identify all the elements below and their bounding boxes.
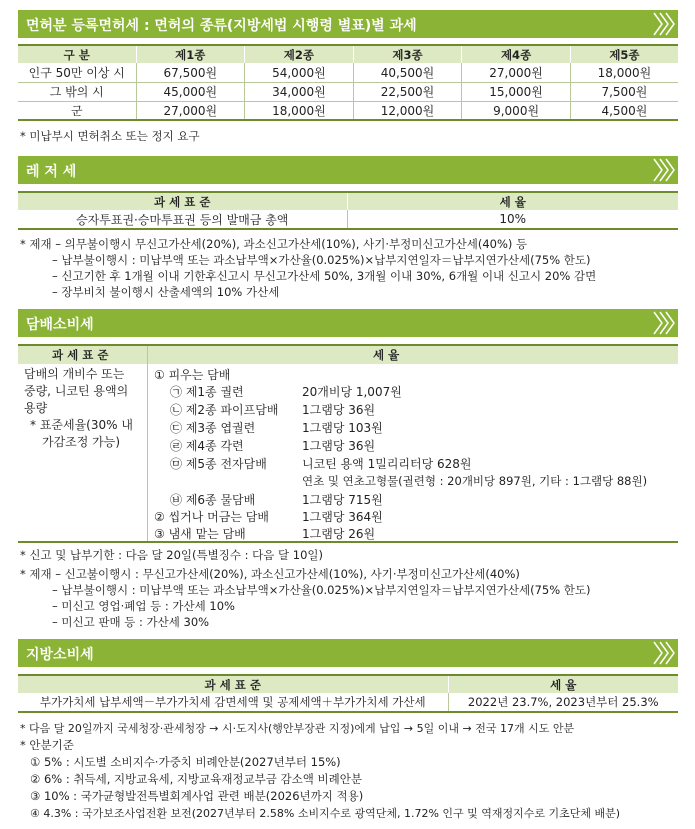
table-row bbox=[18, 63, 678, 82]
col-header: 세 율 bbox=[373, 348, 400, 362]
tobacco-item-name: ㉥ 제6종 물담배 bbox=[170, 493, 256, 507]
table-cell: 15,000원 bbox=[462, 82, 571, 101]
table-cell: 4,500원 bbox=[570, 101, 678, 120]
tobacco-item-name: ② 씹거나 머금는 담배 bbox=[154, 510, 269, 524]
section-banner-tobacco-tax bbox=[18, 309, 678, 337]
note-text: – 납부불이행시 : 미납부액 또는 과소납부액×가산율(0.025%)×납부지연일자＝납부지연가산세(75% 한도) bbox=[52, 253, 591, 267]
table-cell: 승자투표권·승마투표권 등의 발매금 총액 bbox=[18, 210, 347, 229]
table-cell: 인구 50만 이상 시 bbox=[18, 63, 136, 82]
col-header: 세 율 bbox=[347, 192, 678, 210]
tobacco-item-rate: 1그램당 715원 bbox=[302, 493, 383, 507]
table-cell: 10% bbox=[347, 210, 678, 229]
tax-base-line: 담배의 개비수 또는 bbox=[24, 367, 125, 381]
note-text: – 미신고 판매 등 : 가산세 30% bbox=[52, 615, 210, 629]
table-cell: 22,500원 bbox=[353, 82, 462, 101]
section-title: 면허분 등록면허세 : 면허의 종류(지방세법 시행령 별표)별 과세 bbox=[26, 18, 417, 34]
table-header bbox=[18, 346, 678, 364]
tobacco-item-name: ① 피우는 담배 bbox=[154, 368, 231, 382]
note-text: – 장부비치 불이행시 산출세액의 10% 가산세 bbox=[52, 285, 280, 299]
tobacco-item-name: ㉣ 제4종 각련 bbox=[170, 439, 244, 453]
local-consumption-tax-table bbox=[18, 674, 678, 713]
section-title: 지방소비세 bbox=[26, 647, 94, 663]
table-cell: 2022년 23.7%, 2023년부터 25.3% bbox=[448, 693, 678, 712]
section-banner-license-tax bbox=[18, 10, 678, 38]
license-tax-table bbox=[18, 44, 678, 121]
tobacco-item-rate: 1그램당 26원 bbox=[302, 527, 376, 541]
note-text: * 안분기준 bbox=[20, 738, 74, 752]
section-title: 레 저 세 bbox=[26, 164, 77, 180]
note-text: ② 6% : 취득세, 지방교육세, 지방교육재정교부금 감소액 비례안분 bbox=[30, 772, 362, 786]
tobacco-item-rate: 연초 및 연초고형물(궐련형 : 20개비당 897원, 기타 : 1그램당 88원) bbox=[302, 474, 648, 488]
chevron-right-icon bbox=[652, 309, 678, 337]
col-header: 과 세 표 준 bbox=[18, 192, 347, 210]
note-text: * 제재 – 신고불이행시 : 무신고가산세(20%), 과소신고가산세(10%), 사기·부정미신고가산세(40%) bbox=[20, 567, 520, 581]
section-banner-local-consumption-tax bbox=[18, 639, 678, 667]
tobacco-tax-table bbox=[18, 344, 678, 543]
table-cell: 67,500원 bbox=[136, 63, 245, 82]
section-banner-leisure-tax bbox=[18, 156, 678, 184]
table-row bbox=[18, 82, 678, 101]
table-cell: 54,000원 bbox=[245, 63, 354, 82]
table-cell: 18,000원 bbox=[570, 63, 678, 82]
table-cell: 그 밖의 시 bbox=[18, 82, 136, 101]
section-title: 담배소비세 bbox=[26, 317, 94, 333]
col-header: 제5종 bbox=[570, 45, 678, 63]
tobacco-item-rate: 20개비당 1,007원 bbox=[302, 385, 402, 399]
col-header: 과 세 표 준 bbox=[52, 348, 109, 362]
tobacco-item-name: ㉡ 제2종 파이프담배 bbox=[170, 403, 279, 417]
tax-base-cell bbox=[24, 366, 133, 451]
table-cell: 부가가치세 납부세액－부가가치세 감면세액 및 공제세액＋부가가치세 가산세 bbox=[18, 693, 448, 712]
leisure-tax-table bbox=[18, 191, 678, 230]
chevron-right-icon bbox=[652, 639, 678, 667]
note-text: ③ 10% : 국가균형발전특별회계사업 관련 배분(2026년까지 적용) bbox=[30, 789, 364, 803]
note-text: – 미신고 영업·폐업 등 : 가산세 10% bbox=[52, 599, 235, 613]
tobacco-item-rate: 니코틴 용액 1밀리리터당 628원 bbox=[302, 457, 472, 471]
tax-base-note: 가감조정 가능) bbox=[42, 435, 121, 449]
tobacco-item-name: ㉠ 제1종 궐련 bbox=[170, 385, 244, 399]
table-cell: 27,000원 bbox=[136, 101, 245, 120]
note-text: – 납부불이행시 : 미납부액 또는 과소납부액×가산율(0.025%)×납부지연일자＝납부지연가산세(75% 한도) bbox=[52, 583, 591, 597]
col-header: 과 세 표 준 bbox=[18, 675, 448, 693]
tobacco-item-rate: 1그램당 103원 bbox=[302, 421, 383, 435]
tobacco-item-name: ③ 냄새 맡는 담배 bbox=[154, 527, 246, 541]
table-cell: 7,500원 bbox=[570, 82, 678, 101]
tax-base-line: 용량 bbox=[24, 401, 48, 415]
tobacco-item-rate: 1그램당 36원 bbox=[302, 403, 376, 417]
table-cell: 40,500원 bbox=[353, 63, 462, 82]
table-cell: 45,000원 bbox=[136, 82, 245, 101]
col-header: 구 분 bbox=[18, 45, 136, 63]
note-text: ① 5% : 시도별 소비지수·가중치 비례안분(2027년부터 15%) bbox=[30, 755, 341, 769]
table-row bbox=[18, 693, 678, 712]
tax-base-line: 중량, 니코틴 용액의 bbox=[24, 384, 129, 398]
tobacco-item-rate: 1그램당 36원 bbox=[302, 439, 376, 453]
note-text: * 제재 – 의무불이행시 무신고가산세(20%), 과소신고가산세(10%), 사기·부정미신고가산세(40%) 등 bbox=[20, 237, 528, 251]
table-row bbox=[18, 210, 678, 229]
note-text: – 신고기한 후 1개월 이내 기한후신고시 무신고가산세 50%, 3개월 이내 30%, 6개월 이내 신고시 20% 감면 bbox=[52, 269, 597, 283]
table-cell: 군 bbox=[18, 101, 136, 120]
tobacco-item-rate: 1그램당 364원 bbox=[302, 510, 383, 524]
col-header: 제4종 bbox=[462, 45, 571, 63]
table-cell: 9,000원 bbox=[462, 101, 571, 120]
note-text: * 미납부시 면허취소 또는 정지 요구 bbox=[20, 129, 200, 143]
table-cell: 18,000원 bbox=[245, 101, 354, 120]
note-text: * 다음 달 20일까지 국세청장·관세청장 → 시·도지사(행안부장관 지정)에게 납입 → 5일 이내 → 전국 17개 시도 안분 bbox=[20, 722, 575, 735]
col-header: 제3종 bbox=[353, 45, 462, 63]
table-cell: 34,000원 bbox=[245, 82, 354, 101]
note-text: ④ 4.3% : 국가보조사업전환 보전(2027년부터 2.58% 소비지수로 광역단체, 1.72% 인구 및 역재정지수로 기초단체 배분) bbox=[30, 807, 621, 820]
table-cell: 12,000원 bbox=[353, 101, 462, 120]
chevron-right-icon bbox=[652, 156, 678, 184]
col-header: 제2종 bbox=[245, 45, 354, 63]
note-text: * 신고 및 납부기한 : 다음 달 20일(특별징수 : 다음 달 10일) bbox=[20, 548, 324, 562]
col-header: 제1종 bbox=[136, 45, 245, 63]
tobacco-item-name: ㉢ 제3종 엽궐련 bbox=[170, 421, 256, 435]
col-header: 세 율 bbox=[448, 675, 678, 693]
tobacco-item-name: ㉤ 제5종 전자담배 bbox=[170, 457, 267, 471]
table-cell: 27,000원 bbox=[462, 63, 571, 82]
table-row bbox=[18, 101, 678, 120]
column-divider bbox=[147, 346, 148, 541]
chevron-right-icon bbox=[652, 10, 678, 38]
tax-base-note: * 표준세율(30% 내 bbox=[30, 418, 133, 432]
